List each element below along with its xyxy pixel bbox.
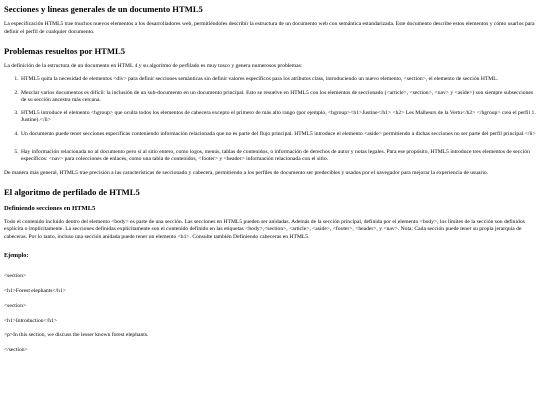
problems-heading: Problemas resueltos por HTML5 <box>4 45 126 56</box>
code-line: <h1>Introduction</h1> <box>4 317 58 324</box>
page-title: Secciones y líneas generales de un documento HTML5 <box>4 4 203 14</box>
problems-intro: La definición de la estructura de un documento en HTML 4 y su algoritmo de perfilado es muy tosco y genera numerosos problemas: <box>4 63 303 70</box>
defining-paragraph: Todo el contenido incluido dentro del elemento <body> es parte de una sección. Las secciones en HTML5 pueden ser anidadas. Además de la sección principal, definida por el elemento <body>, los límites de la sección son definidos explícita o implícitamente. La secciones definidas explícitamente son el contenido definido en las etiquetas <body>,<section>, <article>, <aside>, <footer>, <header>, y <nav>. Nota: Cada sección puede tener su propia jerarquía de cabeceras. Por lo tanto, incluso una sección anidada puede tener un elemento <h1>. Consulte también Definiendo cabeceras en HTML5. <box>4 219 525 240</box>
list-item: 4. Un documento puede tener secciones específicas conteniendo información relacionada que no es parte del flujo principal. HTML5 introduce el elemento <aside> permitiendo a dichas secciones no ser parte del perfil principal.</li> <box>20 131 536 138</box>
code-line: <section> <box>4 273 27 280</box>
algorithm-heading: El algoritmo de perfilado de HTML5 <box>4 186 140 197</box>
code-line: </section> <box>4 347 28 354</box>
intro-paragraph: La especificación HTML5 trae muchos nuevos elementos a los desarrolladores web, permitiéndoles describir la estructura de un documento web con semántica estandarizada. Este documento describe estos elementos y cómo usarlos para definir el perfil de cualquier documento. <box>4 21 535 35</box>
code-line: <section> <box>4 302 27 309</box>
code-line: <h1>Forest elephants</h1> <box>4 288 66 295</box>
list-item: 2. Mezclar varios documentos es difícil: la inclusión de un sub-documento en un documento principal. Esto se resuelve en HTML5 con los elementos de seccionado (<article>, <section>, <nav> y <aside>) son siempre subsecciones de su sección ancestra más cercana. <box>20 90 536 105</box>
problems-summary: De manera más general, HTML5 trae precisión a las características de seccionado y cabecera, permitiendo a los perfiles de documento ser predecibles y usados por el navegador para mejorar la experiencia de usuario. <box>4 169 489 176</box>
code-line: <p>In this section, we discuss the lesser known forest elephants. <box>4 332 149 339</box>
example-heading: Ejemplo: <box>4 251 29 259</box>
problems-list <box>4 76 536 163</box>
defining-heading: Definiendo secciones en HTML5 <box>4 205 96 213</box>
list-item: 1. HTML5 quita la necesidad de elementos <div> para definir secciones semánticas sin definir valores específicos para los atributos class, introduciendo un nuevo elemento, <section>, el elemento de sección HTML. <box>20 76 536 83</box>
list-item: 3. HTML5 introduce el elemento <hgroup> que oculta todos los elementos de cabecera excepto el primero de más alto rango (por ejemplo, <hgroup><h1>Justine</h1> <h2> Les Malheurs de la Vertu</h2> </hgroup> crea el perfil 1. Justine).</li> <box>20 110 536 125</box>
example-code <box>4 273 536 354</box>
list-item: 5. Hay información relacionada no al documento pero sí al sitio entero, como logos, menús, tablas de contenidos, o información de derechos de autor y notas legales. Para ese propósito, HTML5 introduce tres elementos de sección específicos: <nav> para colecciones de enlaces, como una tabla de contenidos, <footer> y <header> información relacionada con el sitio. <box>20 149 536 164</box>
